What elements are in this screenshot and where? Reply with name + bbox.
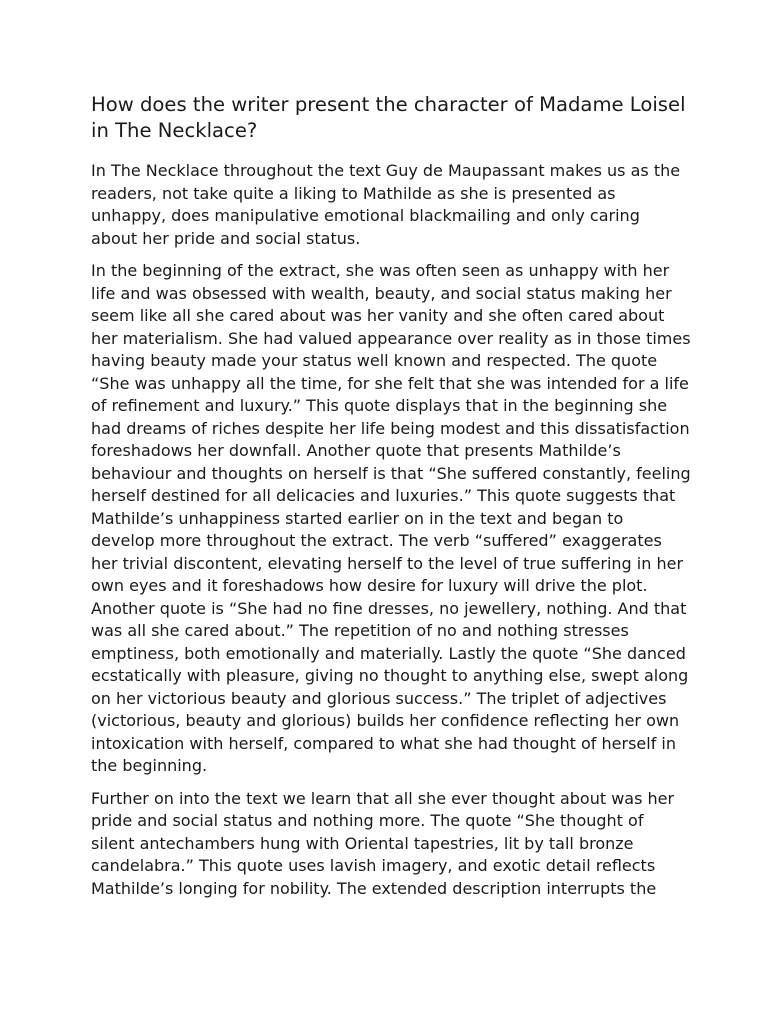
paragraph-intro: In The Necklace throughout the text Guy de Maupassant makes us as the readers, not take quite a liking to Mathilde as she is presented as unhappy, does manipulative emotional blackmailing and only caring about her pride and social status. — [91, 161, 681, 248]
document-title: How does the writer present the character of Madame Loisel in The Necklace? — [91, 93, 686, 142]
document-page — [91, 92, 691, 910]
paragraph-beginning: In the beginning of the extract, she was often seen as unhappy with her life and was obsessed with wealth, beauty, and social status making her seem like all she cared about was her vanity and she often cared about her materialism. She had valued appearance over reality as in those times having beauty made your status well known and respected. The quote “She was unhappy all the time, for she felt that she was intended for a life of refinement and luxury.” This quote displays that in the beginning she had dreams of riches despite her life being modest and this dissatisfaction foreshadows her downfall. Another quote that presents Mathilde’s behaviour and thoughts on herself is that “She suffered constantly, feeling herself destined for all delicacies and luxuries.” This quote suggests that Mathilde’s unhappiness started earlier on in the text and began to develop more throughout the extract. The verb “suffered” exaggerates her trivial discontent, elevating herself to the level of true suffering in her own eyes and it foreshadows how desire for luxury will drive the plot. Another quote is “She had no fine dresses, no jewellery, nothing. And that was all she cared about.” The repetition of no and nothing stresses emptiness, both emotionally and materially. Lastly the quote “She danced ecstatically with pleasure, giving no thought to anything else, swept along on her victorious beauty and glorious success.” The triplet of adjectives (victorious, beauty and glorious) builds her confidence reflecting her own intoxication with herself, compared to what she had thought of herself in the beginning. — [91, 261, 691, 775]
paragraph-further: Further on into the text we learn that all she ever thought about was her pride and social status and nothing more. The quote “She thought of silent antechambers hung with Oriental tapestries, lit by tall bronze candelabra.” This quote uses lavish imagery, and exotic detail reflects Mathilde’s longing for nobility. The extended description interrupts the — [91, 788, 675, 898]
